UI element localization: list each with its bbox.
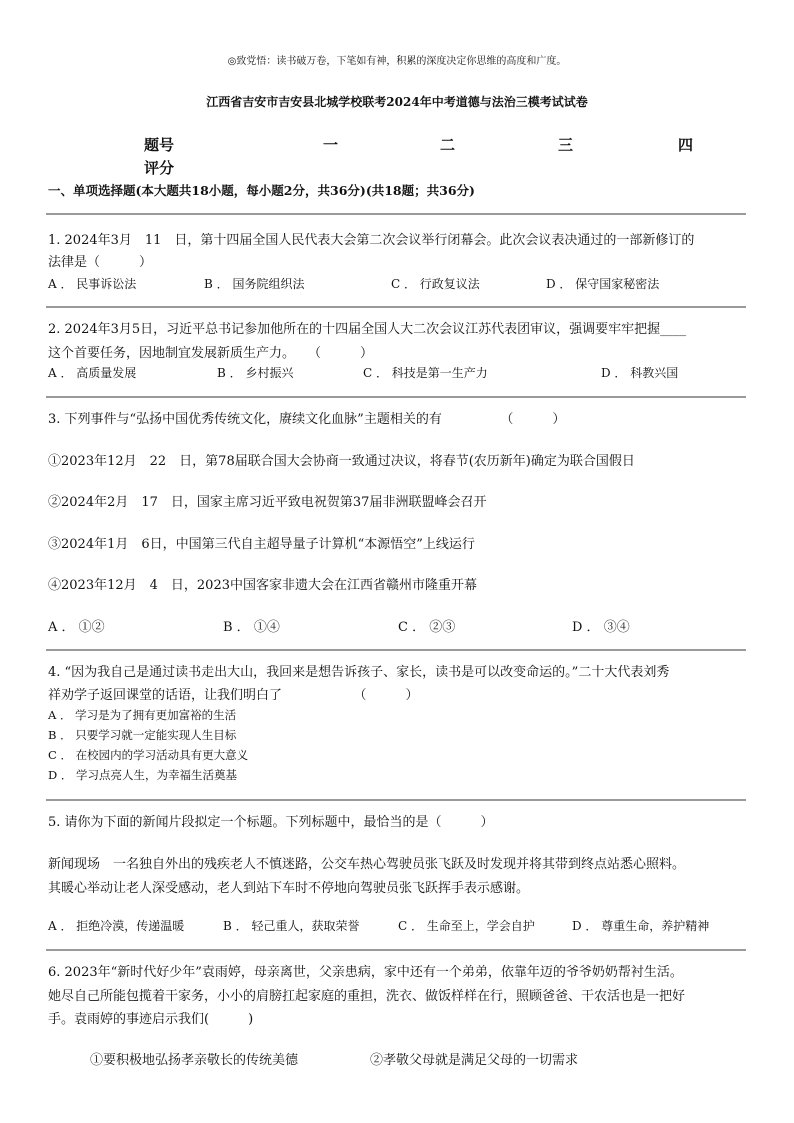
q4-option-c: C ． 在校园内的学习活动具有更大意义 [48,748,249,762]
q1-stem-line-2: 法律是（ ） [48,255,153,270]
q3-option-c: C ． ②③ [398,620,456,635]
q4-stem-line-1: 4. “因为我自己是通过读书走出大山，我回来是想告诉孩子、家长，读书是可以改变命运的。”二十大代表刘秀 [48,665,670,680]
q1-option-b: B ． 国务院组织法 [204,277,305,291]
score-table-row-label: 题号 [144,136,175,154]
q2-option-c: C ． 科技是第一生产力 [363,366,488,380]
q3-stem: 3. 下列事件与“弘扬中国优秀传统文化，赓续文化血脉”主题相关的有 （ ） [48,412,566,427]
q6-stem-line-2: 她尽自己所能包揽着干家务，小小的肩膀扛起家庭的重担，洗衣、做饭样样在行，照顾爸爸、干农活也是一把好 [48,989,686,1004]
q2-stem-line-2: 这个首要任务，因地制宜发展新质生产力。 （ ） [48,346,374,361]
q2-option-b: B ． 乡村振兴 [217,366,294,380]
q3-item-1: ①2023年12月 22 日，第78届联合国大会协商一致通过决议，将春节(农历新年)确定为联合国假日 [48,454,635,469]
score-table-col-2: 二 [440,136,456,154]
q5-news-line-1: 新闻现场 一名独自外出的残疾老人不慎迷路，公交车热心驾驶员张飞跃及时发现并将其带到终点站悉心照料。 [48,857,686,872]
q2-option-a: A ． 高质量发展 [48,366,137,380]
divider [46,649,746,651]
score-table-score-label: 评分 [144,159,175,177]
q6-item-2: ②孝敬父母就是满足父母的一切需求 [370,1053,579,1068]
q2-stem-line-1: 2. 2024年3月5日，习近平总书记参加他所在的十四届全国人大二次会议江苏代表团审议，强调要牢牢把握____ [48,322,687,337]
motto: ◎致党悟：读书破万卷，下笔如有神，积累的深度决定你思维的高度和广度。 [227,56,567,67]
q4-option-d: D ． 学习点亮人生，为幸福生活奠基 [48,768,238,782]
q5-stem: 5. 请你为下面的新闻片段拟定一个标题。下列标题中，最恰当的是（ ） [48,815,494,830]
q1-stem-line-1: 1. 2024年3月 11 日，第十四届全国人民代表大会第二次会议举行闭幕会。此次会议表决通过的一部新修订的 [48,233,695,248]
q5-option-c: C ． 生命至上，学会自护 [398,919,535,933]
q1-option-c: C ． 行政复议法 [391,277,480,291]
q4-stem-line-2: 祥劝学子返回课堂的话语，让我们明白了 （ ） [48,688,419,703]
q4-option-b: B ． 只要学习就一定能实现人生目标 [48,728,237,742]
section-heading: 一、单项选择题(本大题共18小题，每小题2分，共36分)(共18题；共36分) [48,183,475,198]
divider [46,213,746,215]
q6-stem-line-3: 手。袁雨婷的事迹启示我们( ) [48,1012,254,1027]
q3-item-2: ②2024年2月 17 日，国家主席习近平致电祝贺第37届非洲联盟峰会召开 [48,495,487,510]
q3-option-d: D ． ③④ [572,620,630,635]
q1-option-d: D ． 保守国家秘密法 [546,277,660,291]
q6-stem-line-1: 6. 2023年“新时代好少年”袁雨婷，母亲离世，父亲患病，家中还有一个弟弟，依靠年迈的爷爷奶奶帮衬生活。 [48,965,683,980]
q3-option-a: A ． ①② [48,620,105,635]
q1-option-a: A ． 民事诉讼法 [48,277,137,291]
q4-option-a: A ． 学习是为了拥有更加富裕的生活 [48,708,237,722]
divider [46,949,746,951]
divider [46,396,746,398]
exam-title: 江西省吉安市吉安县北城学校联考2024年中考道德与法治三模考试试卷 [206,95,588,109]
q3-item-4: ④2023年12月 4 日，2023中国客家非遗大会在江西省赣州市隆重开幕 [48,578,477,593]
q5-option-b: B ． 轻己重人，获取荣誉 [223,919,360,933]
q5-news-line-2: 其暖心举动让老人深受感动，老人到站下车时不停地向驾驶员张飞跃挥手表示感谢。 [48,881,530,896]
score-table-col-1: 一 [323,136,339,154]
divider [46,306,746,308]
q5-option-a: A ． 拒绝冷漠，传递温暖 [48,919,185,933]
q2-option-d: D ． 科教兴国 [601,366,679,380]
score-table-col-4: 四 [678,136,694,154]
q5-option-d: D ． 尊重生命，养护精神 [572,919,710,933]
divider [46,799,746,801]
q6-item-1: ①要积极地弘扬孝亲敬长的传统美德 [90,1053,299,1068]
q3-option-b: B ． ①④ [223,620,280,635]
score-table-col-3: 三 [558,136,574,154]
q3-item-3: ③2024年1月 6日，中国第三代自主超导量子计算机“本源悟空”上线运行 [48,537,475,552]
